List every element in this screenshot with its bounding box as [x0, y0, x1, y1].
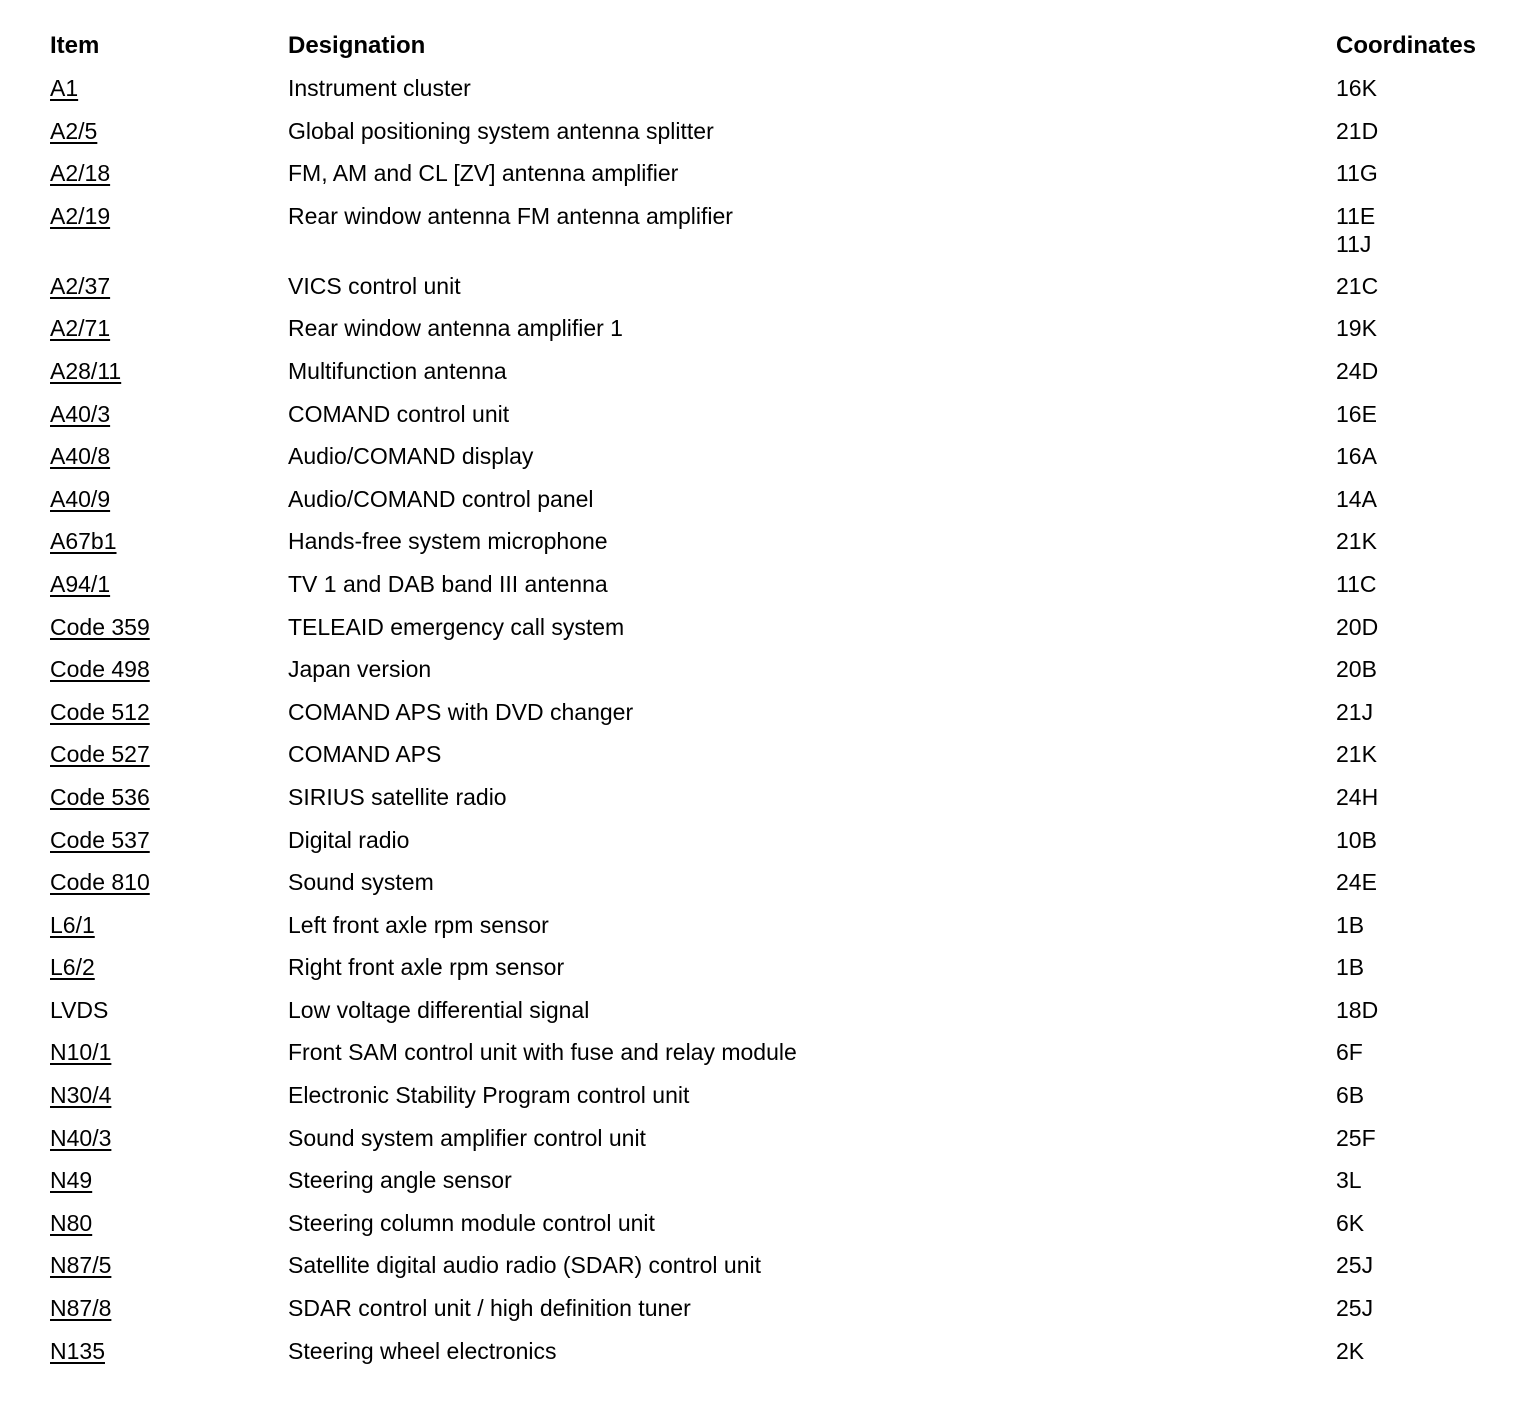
coordinate-value: 20D [1336, 613, 1379, 640]
designation-text: Audio/COMAND display [288, 443, 534, 470]
table-row [50, 1166, 1490, 1209]
table-row [50, 202, 1490, 272]
table-body [50, 74, 1490, 1379]
item-link[interactable]: Code 498 [50, 656, 150, 683]
table-row [50, 314, 1490, 357]
designation-text: Electronic Stability Program control unit [288, 1082, 690, 1109]
coordinate-value: 25F [1336, 1124, 1376, 1151]
table-row [50, 400, 1490, 443]
coordinates-cell [1336, 783, 1378, 811]
item-link[interactable]: A2/71 [50, 315, 111, 342]
table-row [50, 996, 1490, 1039]
coordinate-value: 21K [1336, 741, 1377, 768]
coordinates-cell [1336, 1038, 1363, 1066]
coordinate-value: 6K [1336, 1209, 1365, 1236]
coordinate-value: 6F [1336, 1039, 1363, 1066]
coordinate-value: 25J [1336, 1252, 1374, 1279]
coordinates-cell [1336, 1209, 1364, 1237]
item-link[interactable]: N10/1 [50, 1039, 112, 1066]
table-row [50, 1294, 1490, 1337]
coordinates-cell [1336, 953, 1364, 981]
item-link[interactable]: Code 536 [50, 783, 150, 810]
table-row [50, 1038, 1490, 1081]
designation-text: Hands-free system microphone [288, 528, 608, 555]
item-link[interactable]: A2/19 [50, 202, 111, 229]
item-link[interactable]: N80 [50, 1209, 93, 1236]
designation-text: Steering column module control unit [288, 1209, 655, 1236]
designation-text: Digital radio [288, 826, 410, 853]
designation-text: COMAND control unit [288, 400, 510, 427]
designation-text: Steering wheel electronics [288, 1337, 557, 1364]
coordinates-cell [1336, 1337, 1364, 1365]
table-row [50, 911, 1490, 954]
coordinate-value: 21J [1336, 698, 1374, 725]
coordinate-value: 1B [1336, 954, 1365, 981]
coordinates-cell [1336, 1081, 1364, 1109]
designation-text: COMAND APS [288, 741, 442, 768]
item-link[interactable]: A94/1 [50, 570, 111, 597]
item-link[interactable]: A40/8 [50, 443, 111, 470]
designation-text: SDAR control unit / high definition tuner [288, 1295, 691, 1322]
coordinate-value: 18D [1336, 996, 1379, 1023]
coordinate-value: 24E [1336, 869, 1377, 896]
coordinate-value: 16K [1336, 75, 1377, 101]
item-link[interactable]: N135 [50, 1337, 105, 1364]
item-link[interactable]: A2/18 [50, 160, 111, 187]
designation-text: TV 1 and DAB band III antenna [288, 570, 608, 597]
item-link[interactable]: N87/5 [50, 1252, 112, 1279]
component-legend-table [50, 32, 1490, 1379]
designation-text: Left front axle rpm sensor [288, 911, 549, 938]
table-row [50, 1209, 1490, 1252]
coordinates-cell [1336, 655, 1377, 683]
coordinate-value: 16E [1336, 400, 1377, 427]
coordinates-cell [1336, 202, 1375, 258]
designation-text: Global positioning system antenna splitter [288, 117, 714, 144]
item-link[interactable]: N40/3 [50, 1124, 112, 1151]
coordinates-cell [1336, 442, 1377, 470]
item-link[interactable]: A40/9 [50, 485, 111, 512]
designation-text: FM, AM and CL [ZV] antenna amplifier [288, 160, 679, 187]
coordinate-value: 10B [1336, 826, 1377, 853]
designation-text: Rear window antenna FM antenna amplifier [288, 202, 733, 229]
designation-text: Japan version [288, 656, 432, 683]
coordinate-value: 11G [1336, 160, 1378, 187]
designation-text: VICS control unit [288, 272, 461, 299]
coordinates-cell [1336, 740, 1377, 768]
coordinate-value: 25J [1336, 1295, 1374, 1322]
coordinate-value: 1B [1336, 911, 1365, 938]
coordinate-value: 21D [1336, 117, 1379, 144]
item-link[interactable]: Code 810 [50, 869, 150, 896]
coordinate-value: 21C [1336, 272, 1379, 299]
table-row [50, 1124, 1490, 1167]
item-link[interactable]: Code 359 [50, 613, 150, 640]
item-link[interactable]: N49 [50, 1167, 93, 1194]
item-link[interactable]: L6/2 [50, 954, 95, 981]
coordinate-value: 21K [1336, 528, 1377, 555]
header-item: Item [50, 32, 100, 59]
coordinate-value: 2K [1336, 1337, 1365, 1364]
table-row [50, 1337, 1490, 1380]
coordinates-cell [1336, 1166, 1362, 1194]
coordinate-value: 19K [1336, 315, 1377, 342]
table-row [50, 117, 1490, 160]
item-link[interactable]: A2/5 [50, 117, 98, 144]
item-link[interactable]: A28/11 [50, 357, 122, 384]
designation-text: COMAND APS with DVD changer [288, 698, 634, 725]
table-row [50, 570, 1490, 613]
table-header [50, 32, 1490, 74]
coordinates-cell [1336, 314, 1377, 342]
coordinate-value: 3L [1336, 1167, 1362, 1194]
coordinates-cell [1336, 911, 1364, 939]
table-row [50, 655, 1490, 698]
coordinates-cell [1336, 485, 1377, 513]
designation-text: Front SAM control unit with fuse and relay module [288, 1039, 797, 1066]
coordinate-value: 24H [1336, 783, 1379, 810]
table-row [50, 357, 1490, 400]
table-row [50, 527, 1490, 570]
table-row [50, 868, 1490, 911]
table-row [50, 442, 1490, 485]
designation-text: Low voltage differential signal [288, 996, 590, 1023]
table-row [50, 826, 1490, 869]
header-designation: Designation [288, 32, 426, 59]
coordinates-cell [1336, 1124, 1376, 1152]
designation-text: TELEAID emergency call system [288, 613, 625, 640]
item-link[interactable]: N87/8 [50, 1295, 112, 1322]
coordinates-cell [1336, 74, 1377, 102]
item-link[interactable]: A67b1 [50, 528, 117, 555]
coordinate-value: 11E [1336, 202, 1376, 229]
designation-text: Right front axle rpm sensor [288, 954, 565, 981]
item-link[interactable]: A40/3 [50, 400, 111, 427]
coordinate-value: 11C [1336, 570, 1377, 597]
item-link[interactable]: L6/1 [50, 911, 95, 938]
item-link[interactable]: Code 512 [50, 698, 150, 725]
coordinates-cell [1336, 698, 1373, 726]
coordinates-cell [1336, 357, 1378, 385]
item-link[interactable]: Code 527 [50, 741, 150, 768]
coordinate-value: 24D [1336, 357, 1379, 384]
table-row [50, 272, 1490, 315]
designation-text: Satellite digital audio radio (SDAR) control unit [288, 1252, 762, 1279]
coordinates-cell [1336, 826, 1377, 854]
table-row [50, 953, 1490, 996]
designation-text: Steering angle sensor [288, 1167, 512, 1194]
coordinates-cell [1336, 996, 1378, 1024]
item-label: LVDS [50, 996, 109, 1023]
table-row [50, 1081, 1490, 1124]
designation-text: SIRIUS satellite radio [288, 783, 507, 810]
designation-text: Multifunction antenna [288, 357, 507, 384]
coordinates-cell [1336, 868, 1377, 896]
item-link[interactable]: N30/4 [50, 1082, 112, 1109]
designation-text: Audio/COMAND control panel [288, 485, 594, 512]
designation-text: Sound system amplifier control unit [288, 1124, 646, 1151]
coordinate-value: 20B [1336, 656, 1377, 683]
item-link[interactable]: Code 537 [50, 826, 150, 853]
coordinate-value: 14A [1336, 485, 1377, 512]
designation-text: Rear window antenna amplifier 1 [288, 315, 623, 342]
table-row [50, 740, 1490, 783]
coordinates-cell [1336, 400, 1377, 428]
coordinate-value: 6B [1336, 1082, 1365, 1109]
designation-text: Sound system [288, 869, 434, 896]
table-row [50, 74, 1490, 117]
table-row [50, 698, 1490, 741]
coordinate-value: 16A [1336, 443, 1377, 470]
table-row [50, 159, 1490, 202]
coordinates-cell [1336, 527, 1377, 555]
coordinates-cell [1336, 570, 1377, 598]
table-row [50, 613, 1490, 656]
coordinate-value: 11J [1336, 230, 1372, 257]
table-row [50, 783, 1490, 826]
header-coordinates: Coordinates [1336, 32, 1477, 59]
table-row [50, 485, 1490, 528]
coordinates-cell [1336, 117, 1378, 145]
coordinates-cell [1336, 1294, 1373, 1322]
item-link[interactable]: A2/37 [50, 272, 111, 299]
coordinates-cell [1336, 272, 1378, 300]
coordinates-cell [1336, 159, 1378, 187]
coordinates-cell [1336, 613, 1378, 641]
item-link[interactable]: A1 [50, 75, 79, 101]
designation-text: Instrument cluster [288, 75, 471, 101]
coordinates-cell [1336, 1251, 1373, 1279]
table-row [50, 1251, 1490, 1294]
